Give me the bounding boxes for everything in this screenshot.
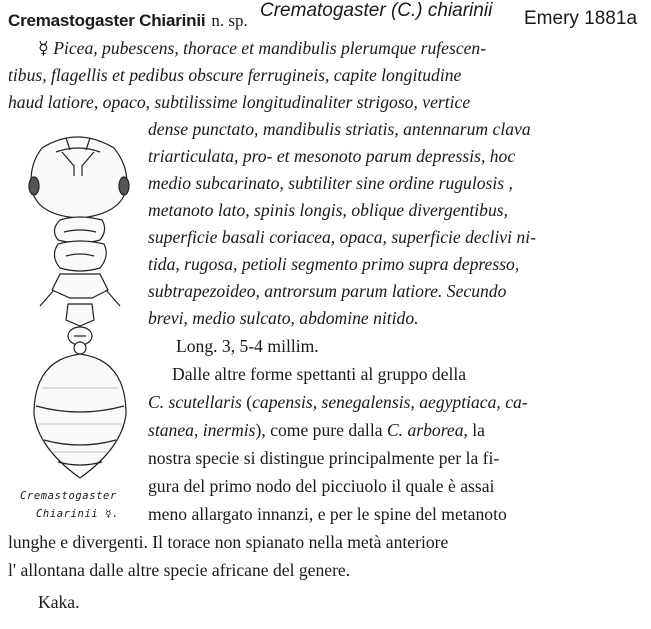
latin-line-4: dense punctato, mandibulis striatis, antennarum clava <box>148 119 531 139</box>
figure-caption-line1: Cremastogaster <box>20 490 117 502</box>
italian-line-8: l' allontana dalle altre specie africane del genere. <box>8 560 351 580</box>
locality: Kaka. <box>38 592 80 612</box>
latin-line-7: metanoto lato, spinis longis, oblique divergentibus, <box>148 200 509 220</box>
latin-line-1: ☿ Picea, pubescens, thorace et mandibulis plerumque rufescen- <box>38 38 487 58</box>
page-title <box>8 11 248 31</box>
length-line: Long. 3, 5-4 millim. <box>176 336 319 356</box>
annotation-author: Emery 1881a <box>524 8 638 29</box>
latin-line-9: tida, rugosa, petioli segmento primo supra depresso, <box>148 254 520 274</box>
italian-line-6: meno allargato innanzi, e per le spine del metanoto <box>148 504 507 524</box>
italian-line-2: C. scutellaris (capensis, senegalensis, aegyptiaca, ca- <box>148 392 528 412</box>
latin-line-2: tibus, flagellis et pedibus obscure ferrugineis, capite longitudine <box>8 65 462 85</box>
title-genus: Cremastogaster Chiarinii <box>8 11 206 30</box>
latin-line-5: triarticulata, pro- et mesonoto parum depressis, hoc <box>148 146 516 166</box>
latin-line-10: subtrapezoideo, antrorsum parum latiore. Secundo <box>148 281 507 301</box>
figure-caption-line2: Chiarinii ☿. <box>36 508 120 520</box>
latin-line-6: medio subcarinato, subtiliter sine ordine rugulosis , <box>148 173 513 193</box>
italian-line-4: nostra specie si distingue principalmente per la fi- <box>148 448 500 468</box>
italian-line-5: gura del primo nodo del picciuolo il quale è assai <box>148 476 495 496</box>
italian-line-7: lunghe e divergenti. Il torace non spianato nella metà anteriore <box>8 532 449 552</box>
ant-illustration <box>22 128 142 484</box>
latin-line-11: brevi, medio sulcato, abdomine nitido. <box>148 308 419 328</box>
latin-line-3: haud latiore, opaco, subtilissime longitudinaliter strigoso, vertice <box>8 92 471 112</box>
title-suffix: n. sp. <box>211 11 248 30</box>
italian-line-3: stanea, inermis), come pure dalla C. arborea, la <box>148 420 485 440</box>
annotation-species-name: Crematogaster (C.) chiarinii <box>260 0 493 21</box>
latin-line-8: superficie basali coriacea, opaca, superficie declivi ni- <box>148 227 536 247</box>
italian-line-1: Dalle altre forme spettanti al gruppo della <box>172 364 467 384</box>
